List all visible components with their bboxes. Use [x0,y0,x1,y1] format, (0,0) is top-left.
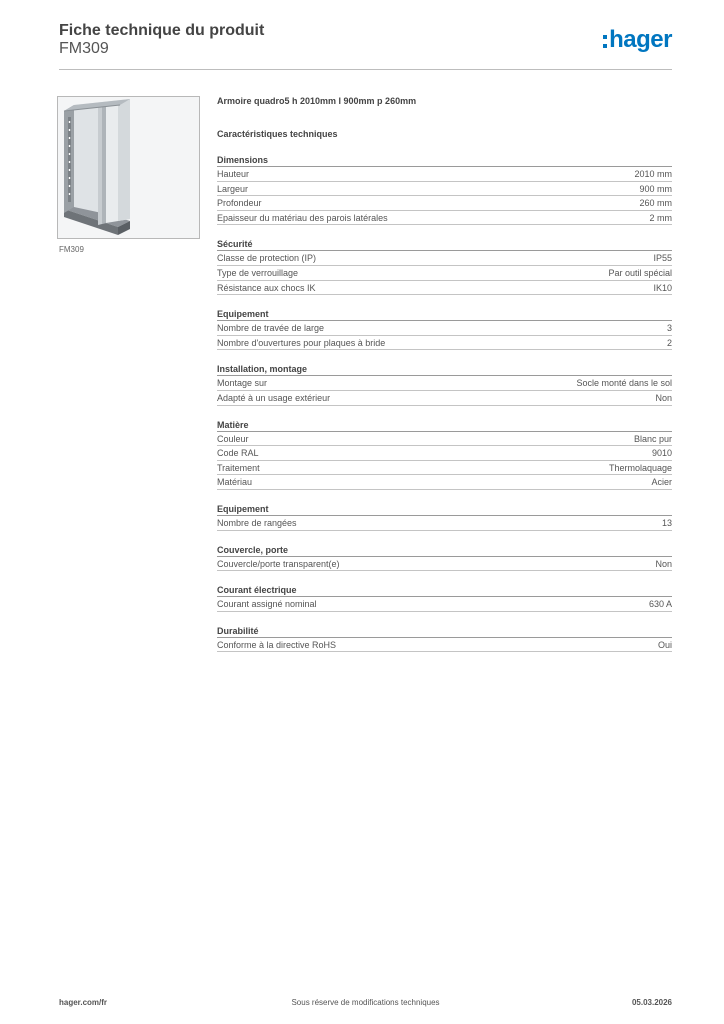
spec-row [217,211,672,226]
spec-label: Type de verrouillage [217,267,299,278]
spec-label: Conforme à la directive RoHS [217,639,337,650]
footer-date: 05.03.2026 [631,998,672,1007]
spec-value: 2010 mm [634,169,672,179]
spec-value: 9010 [651,448,672,459]
footer-website: hager.com/fr [59,998,108,1007]
spec-value: 900 mm [639,183,672,194]
spec-row [217,446,672,461]
section-heading: Dimensions [217,154,672,167]
spec-row [217,251,672,266]
spec-label: Couvercle/porte transparent(e) [217,558,340,569]
spec-row [217,391,672,406]
section-heading: Equipement [217,308,672,321]
spec-section [217,308,672,350]
spec-value: 2 mm [649,212,672,223]
product-reference: FM309 [59,40,109,57]
spec-label: Montage sur [217,378,268,389]
image-caption: FM309 [59,245,84,254]
spec-label: Nombre de rangées [217,517,297,528]
spec-value: IP55 [653,253,672,264]
spec-label: Traitement [217,462,260,473]
spec-label: Nombre d'ouvertures pour plaques à bride [217,337,386,348]
spec-row [217,516,672,531]
spec-title: Caractéristiques techniques [217,129,338,139]
spec-label: Résistance aux chocs IK [217,282,316,293]
spec-row [217,432,672,447]
spec-label: Courant assigné nominal [217,599,317,610]
spec-value: Non [655,392,672,403]
section-heading: Couvercle, porte [217,544,672,557]
spec-row [217,461,672,476]
spec-value: Non [655,558,672,569]
spec-label: Profondeur [217,198,262,209]
spec-value: 2 [666,337,672,348]
spec-section [217,544,672,572]
spec-value: 260 mm [639,198,672,209]
spec-row [217,196,672,211]
spec-section [217,154,672,225]
spec-value: Socle monté dans le sol [576,378,672,389]
spec-section [217,625,672,653]
spec-value: 13 [661,517,672,528]
spec-section [217,419,672,490]
spec-section [217,584,672,612]
spec-label: Couleur [217,433,249,444]
spec-row [217,376,672,391]
spec-label: Nombre de travée de large [217,323,325,334]
spec-row [217,475,672,490]
product-image [57,96,200,239]
page-title: Fiche technique du produit [59,22,265,39]
spec-label: Epaisseur du matériau des parois latérales [217,212,388,223]
spec-value: 630 A [648,599,672,610]
spec-label: Classe de protection (IP) [217,253,317,264]
logo-dots-icon [603,35,607,48]
spec-value: Blanc pur [633,433,672,444]
spec-value: 3 [666,323,672,334]
spec-section [217,363,672,405]
cabinet-illustration [58,97,199,238]
spec-label: Code RAL [217,448,259,459]
section-heading: Courant électrique [217,584,672,597]
spec-value: IK10 [653,282,672,293]
section-heading: Durabilité [217,625,672,638]
section-heading: Equipement [217,503,672,516]
spec-section [217,503,672,531]
spec-value: Thermolaquage [608,462,672,473]
product-name: Armoire quadro5 h 2010mm l 900mm p 260mm [217,96,417,106]
spec-row [217,321,672,336]
spec-row [217,597,672,612]
spec-content [217,96,672,652]
section-heading: Matière [217,419,672,432]
spec-label: Hauteur [217,169,250,179]
section-heading: Sécurité [217,238,672,251]
spec-value: Oui [657,639,672,650]
spec-row [217,281,672,296]
page-header [59,20,672,70]
spec-row [217,167,672,182]
footer-note: Sous réserve de modifications techniques [291,998,440,1007]
spec-label: Matériau [217,477,253,488]
spec-row [217,182,672,197]
hager-logo [603,26,672,54]
spec-row [217,336,672,351]
spec-row [217,638,672,653]
spec-label: Adapté à un usage extérieur [217,392,331,403]
spec-value: Par outil spécial [608,267,672,278]
spec-label: Largeur [217,183,249,194]
spec-sections [217,154,672,652]
section-heading: Installation, montage [217,363,672,376]
spec-value: Acier [651,477,672,488]
spec-row [217,557,672,572]
logo-wordmark: hager [609,26,672,53]
spec-row [217,266,672,281]
spec-section [217,238,672,295]
